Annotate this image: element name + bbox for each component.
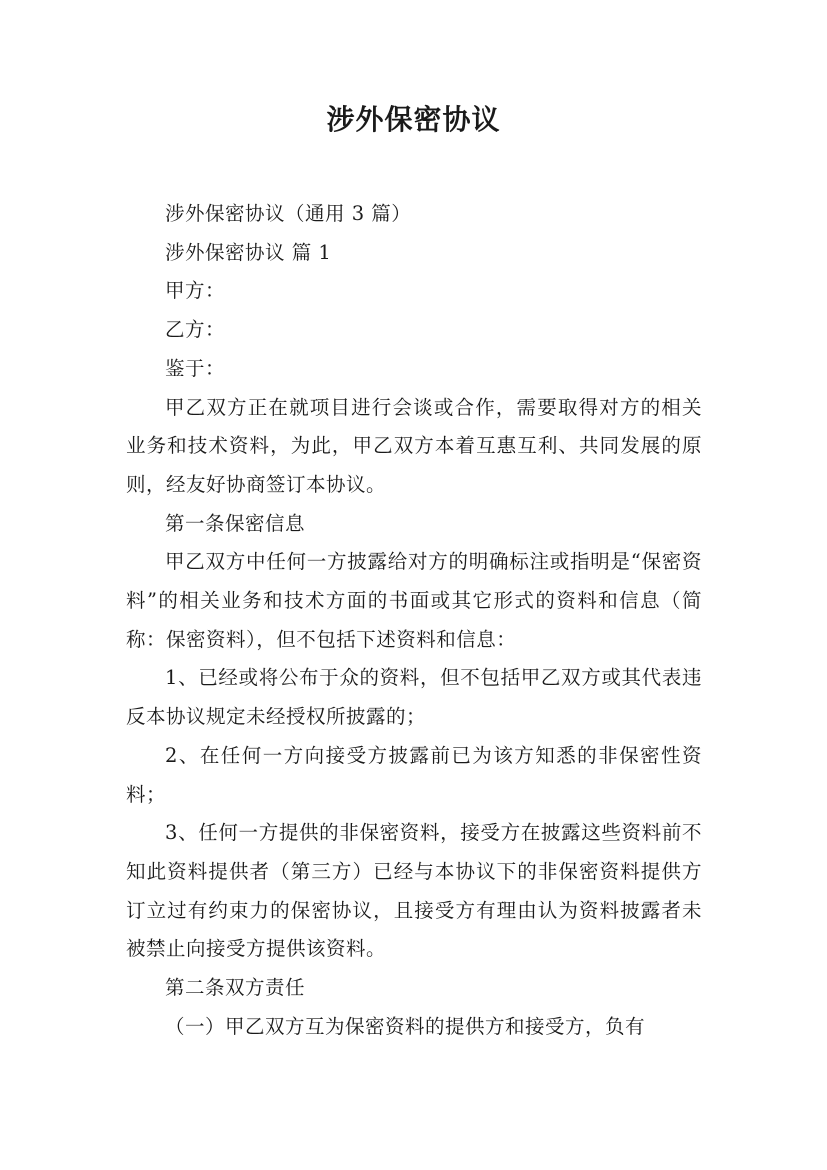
list-item: 3、任何一方提供的非保密资料，接受方在披露这些资料前不知此资料提供者（第三方）已经与本协议下的非保密资料提供方订立过有约束力的保密协议，且接受方有理由认为资料披露者未被禁止向接受方提供该资料。 xyxy=(126,821,702,961)
paragraph: 甲乙双方正在就项目进行会谈或合作，需要取得对方的相关业务和技术资料，为此，甲乙双方本着互惠互利、共同发展的原则，经友好协商签订本协议。 xyxy=(126,395,702,496)
paragraph: 涉外保密协议 篇 1 xyxy=(165,240,332,264)
paragraph: 甲方： xyxy=(165,279,226,303)
paragraph: （一）甲乙双方互为保密资料的提供方和接受方，负有 xyxy=(165,1014,646,1038)
section-heading: 第一条保密信息 xyxy=(165,511,306,535)
paragraph: 甲乙双方中任何一方披露给对方的明确标注或指明是“保密资料”的相关业务和技术方面的书面或其它形式的资料和信息（简称：保密资料），但不包括下述资料和信息： xyxy=(126,550,702,651)
list-item: 2、在任何一方向接受方披露前已为该方知悉的非保密性资料； xyxy=(126,743,702,806)
list-item: 1、已经或将公布于众的资料，但不包括甲乙双方或其代表违反本协议规定未经授权所披露的； xyxy=(126,666,702,729)
section-heading: 第二条双方责任 xyxy=(165,976,306,1000)
paragraph: 乙方： xyxy=(165,318,226,342)
paragraph: 鉴于： xyxy=(165,356,226,380)
document-body xyxy=(126,195,702,1046)
document-title: 涉外保密协议 xyxy=(326,103,501,136)
paragraph: 涉外保密协议（通用 3 篇） xyxy=(165,202,412,225)
